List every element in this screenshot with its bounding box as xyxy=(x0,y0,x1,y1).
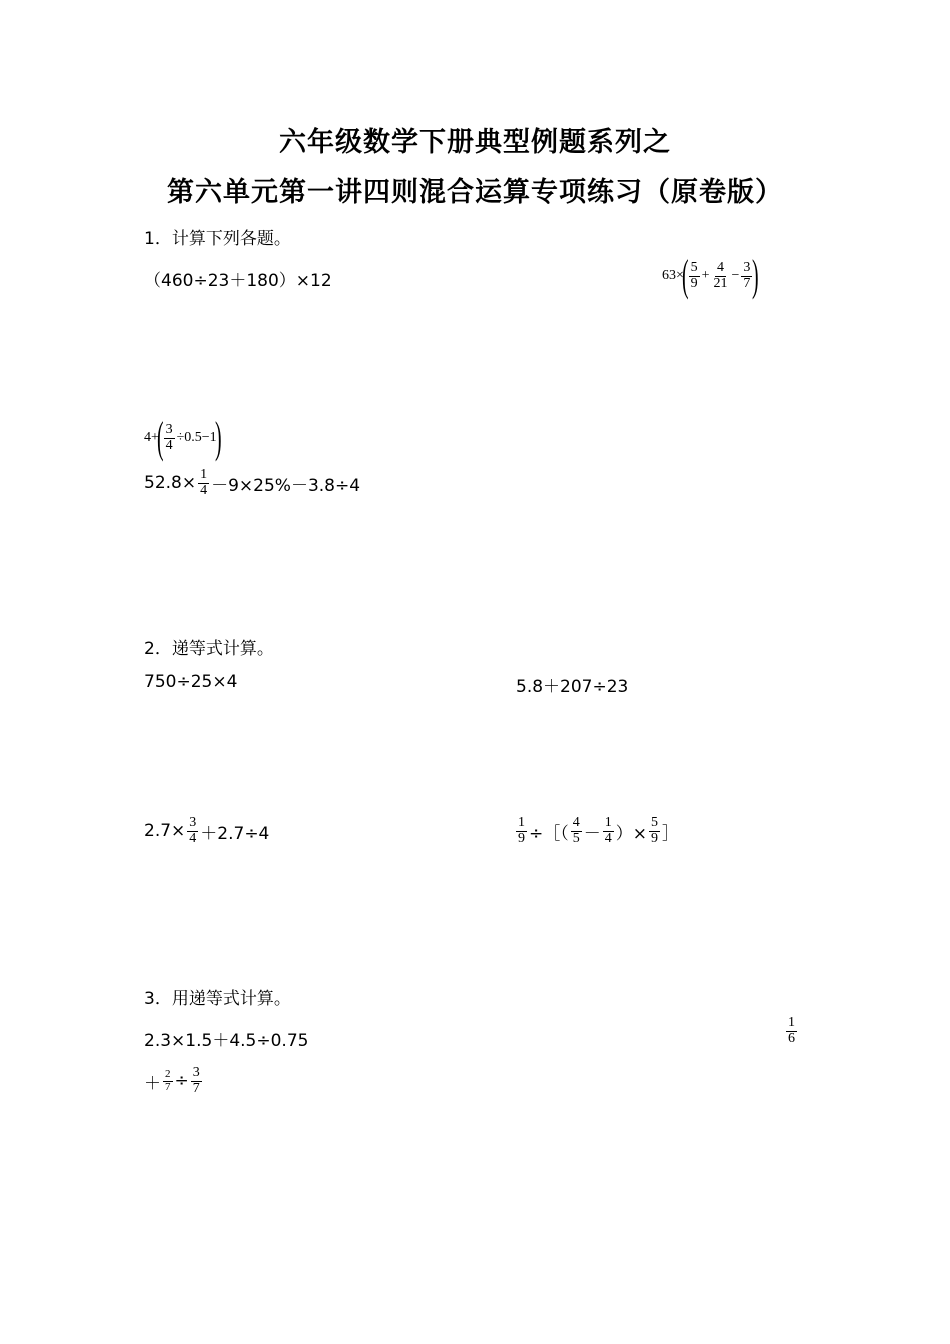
q1-expression-b xyxy=(662,251,760,300)
left-paren: ( xyxy=(156,413,164,462)
left-paren: ( xyxy=(681,251,689,300)
q2-expression-d xyxy=(514,816,679,846)
q3b-fraction: $\frac{1}{6}$ xyxy=(788,1015,795,1046)
q3c-fraction-1: $\frac{2}{7}$ xyxy=(165,1068,171,1093)
q2d-fraction-2: $\frac{4}{5}$ xyxy=(572,815,580,846)
q2c-lead: 2.7× xyxy=(144,821,186,842)
q3-expression-a: 2.3×1.5＋4.5÷0.75 xyxy=(144,1031,309,1051)
q1-expression-a: （460÷23＋180）×12 xyxy=(144,271,332,291)
q2d-tail: ］ xyxy=(662,823,679,844)
q3c-op-1: ÷ xyxy=(174,1071,189,1092)
q1b-fraction-3: $\frac{3}{7}$ xyxy=(743,259,751,291)
q2-expression-a: 750÷25×4 xyxy=(144,672,238,692)
q3c-lead: ＋ xyxy=(144,1073,161,1094)
q1b-lead: 63× xyxy=(662,268,684,283)
q2d-op-2: － xyxy=(583,823,601,844)
q1c-lead: 4+ xyxy=(144,430,159,445)
right-paren: ) xyxy=(752,251,760,300)
q1-expression-d xyxy=(144,468,360,498)
q1d-lead: 52.8× xyxy=(144,473,197,494)
question-2-heading: 2．递等式计算。 xyxy=(144,639,274,659)
q1b-op-1: + xyxy=(701,268,710,283)
q1d-rest: －9×25%－3.8÷4 xyxy=(211,475,361,496)
q1b-fraction-1: $\frac{5}{9}$ xyxy=(690,259,698,291)
q2d-fraction-3: $\frac{1}{4}$ xyxy=(604,815,612,846)
q3c-fraction-2: $\frac{3}{7}$ xyxy=(192,1065,200,1096)
right-paren: ) xyxy=(214,413,222,462)
q2c-fraction-1: $\frac{3}{4}$ xyxy=(189,815,197,846)
q1c-fraction-1: $\frac{3}{4}$ xyxy=(165,421,173,453)
q1c-rest: ÷0.5−1 xyxy=(176,430,217,445)
q2d-fraction-4: $\frac{5}{9}$ xyxy=(651,815,658,846)
q1d-fraction-1: $\frac{1}{4}$ xyxy=(200,467,208,498)
q2d-op-1: ÷［（ xyxy=(529,823,569,844)
question-1-heading: 1．计算下列各题。 xyxy=(144,229,291,249)
q2c-rest: ＋2.7÷4 xyxy=(200,823,270,844)
q1b-fraction-2: $\frac{4}{21}$ xyxy=(713,259,728,291)
q2d-op-3: ）× xyxy=(615,823,647,844)
q3-expression-b xyxy=(784,1016,799,1046)
page-title: 六年级数学下册典型例题系列之 xyxy=(279,127,671,158)
q2-expression-c xyxy=(144,816,269,846)
page-subtitle: 第六单元第一讲四则混合运算专项练习（原卷版） xyxy=(167,177,783,208)
q1-expression-c xyxy=(144,413,222,462)
q3-expression-c xyxy=(144,1066,204,1096)
q2-expression-b: 5.8＋207÷23 xyxy=(516,677,629,697)
question-3-heading: 3．用递等式计算。 xyxy=(144,989,291,1009)
q1b-op-2: − xyxy=(731,268,740,283)
q2d-fraction-1: $\frac{1}{9}$ xyxy=(518,815,525,846)
